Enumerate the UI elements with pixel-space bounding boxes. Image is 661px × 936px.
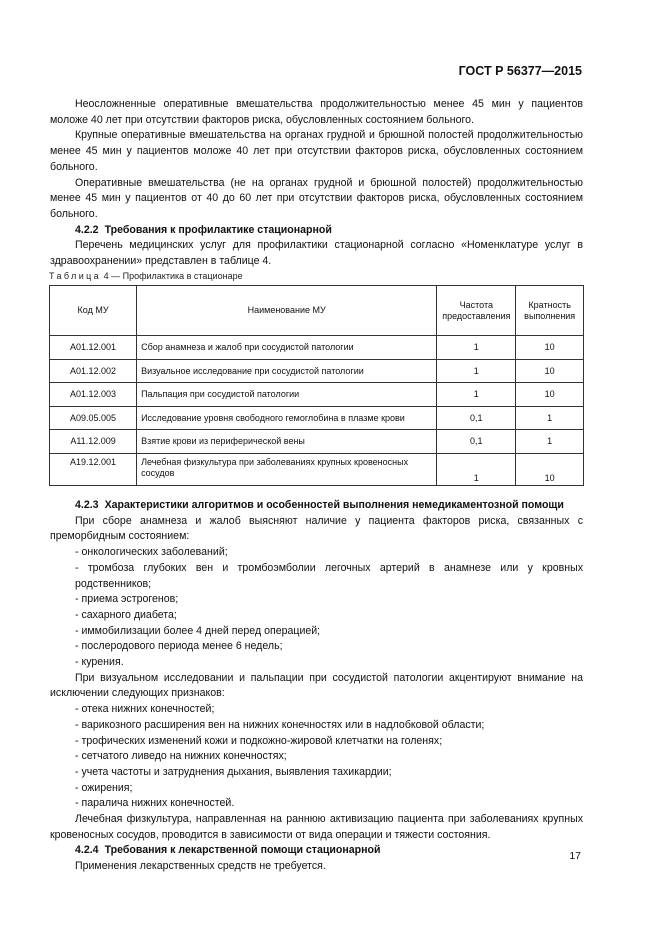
paragraph: При визуальном исследовании и пальпации при сосудистой патологии акцентируют внимание на исключении следующих признаков: <box>50 671 583 700</box>
cell-code: A01.12.003 <box>50 383 137 407</box>
section-number: 4.2.3 <box>75 499 99 511</box>
lower-text <box>50 498 583 875</box>
table-row <box>50 453 584 485</box>
section-number: 4.2.2 <box>75 223 99 236</box>
list-item: - иммобилизации более 4 дней перед операцией; <box>75 624 321 637</box>
list-item: - учета частоты и затруднения дыхания, выявления тахикардии; <box>75 765 392 778</box>
table-row <box>50 336 584 360</box>
cell-multiplicity: 1 <box>516 406 584 430</box>
paragraph: При сборе анамнеза и жалоб выясняют наличие у пациента факторов риска, связанных с преморбидным состоянием: <box>50 514 583 543</box>
list-item: - ожирения; <box>75 781 133 794</box>
cell-code: A09.05.005 <box>50 406 137 430</box>
cell-name: Исследование уровня свободного гемоглобина в плазме крови <box>137 406 437 430</box>
cell-name: Сбор анамнеза и жалоб при сосудистой патологии <box>137 336 437 360</box>
paragraph: Оперативные вмешательства (не на органах грудной и брюшной полостей) продолжительностью менее 45 мин у пациентов от 40 до 60 лет при отсутствии факторов риска, обусловленных состоянием больного. <box>50 176 583 220</box>
cell-frequency: 1 <box>437 336 516 360</box>
cell-code: A01.12.002 <box>50 359 137 383</box>
table-row <box>50 406 584 430</box>
cell-multiplicity: 10 <box>516 359 584 383</box>
table-caption-text: 4 — Профилактика в стационаре <box>103 271 243 281</box>
section-title: Характеристики алгоритмов и особенностей выполнения немедикаментозной помощи <box>104 499 564 511</box>
list-item: - курения. <box>75 656 124 669</box>
list-item: - отека нижних конечностей; <box>75 703 215 716</box>
list-item: - тромбоза глубоких вен и тромбоэмболии легочных артерий в анамнезе или у кровных родственников; <box>75 561 583 590</box>
cell-code: A01.12.001 <box>50 336 137 360</box>
cell-name: Взятие крови из периферической вены <box>137 430 437 454</box>
section-heading-4-2-3 <box>50 498 583 514</box>
services-table <box>49 285 584 486</box>
cell-name: Пальпация при сосудистой патологии <box>137 383 437 407</box>
section-heading-4-2-4 <box>50 843 583 859</box>
table-row <box>50 359 584 383</box>
list-item: - сетчатого ливедо на нижних конечностях; <box>75 750 287 763</box>
section-heading-4-2-2 <box>50 223 583 239</box>
list-item: - паралича нижних конечностей. <box>75 797 235 810</box>
table-caption-prefix: Таблица <box>49 271 102 281</box>
column-header-name: Наименование МУ <box>137 286 437 336</box>
cell-frequency: 1 <box>437 453 516 485</box>
section-number: 4.2.4 <box>75 844 99 857</box>
paragraph: Крупные оперативные вмешательства на органах грудной и брюшной полостей продолжительностью менее 45 мин у пациентов моложе 40 лет при отсутствии факторов риска, обусловленных состоянием больного. <box>50 129 583 173</box>
cell-frequency: 1 <box>437 359 516 383</box>
list-item: - сахарного диабета; <box>75 608 177 621</box>
cell-multiplicity: 10 <box>516 453 584 485</box>
list-item: - варикозного расширения вен на нижних конечностях или в надлобковой области; <box>75 718 485 731</box>
paragraph: Лечебная физкультура, направленная на раннюю активизацию пациента при заболеваниях крупных кровеносных сосудов, проводится в зависимости от вида операции и тяжести состояния. <box>50 813 583 841</box>
cell-name: Лечебная физкультура при заболеваниях крупных кровеносных сосудов <box>137 453 437 485</box>
list-item: - трофических изменений кожи и подкожно-жировой клетчатки на голенях; <box>75 734 443 747</box>
list-item: - приема эстрогенов; <box>75 593 179 606</box>
list-item: - онкологических заболеваний; <box>75 546 228 559</box>
section-title: Требования к профилактике стационарной <box>104 223 332 236</box>
cell-frequency: 1 <box>437 383 516 407</box>
cell-multiplicity: 1 <box>516 430 584 454</box>
column-header-multiplicity: Кратность выполнения <box>516 286 584 336</box>
cell-frequency: 0,1 <box>437 406 516 430</box>
list-item: - послеродового периода менее 6 недель; <box>75 640 283 653</box>
page-number: 17 <box>569 850 581 862</box>
column-header-code: Код МУ <box>50 286 137 336</box>
cell-frequency: 0,1 <box>437 430 516 454</box>
table-row <box>50 430 584 454</box>
paragraph: Применения лекарственных средств не требуется. <box>75 860 326 873</box>
table-row <box>50 383 584 407</box>
paragraph: Перечень медицинских услуг для профилактики стационарной согласно «Номенклатуре услуг в здравоохранении» представлен в таблице 4. <box>50 239 583 268</box>
cell-code: A11.12.009 <box>50 430 137 454</box>
table-caption <box>49 271 243 281</box>
cell-code: A19.12.001 <box>50 453 137 485</box>
cell-multiplicity: 10 <box>516 383 584 407</box>
section-title: Требования к лекарственной помощи стационарной <box>104 844 381 857</box>
cell-name: Визуальное исследование при сосудистой патологии <box>137 359 437 383</box>
column-header-frequency: Частота предоставления <box>437 286 516 336</box>
cell-multiplicity: 10 <box>516 336 584 360</box>
paragraph: Неосложненные оперативные вмешательства продолжительностью менее 45 мин у пациентов моложе 40 лет при отсутствии факторов риска, обусловленных состоянием больного. <box>50 98 583 126</box>
document-header: ГОСТ Р 56377—2015 <box>458 64 582 78</box>
upper-text <box>50 97 583 270</box>
table-header-row <box>50 286 584 336</box>
